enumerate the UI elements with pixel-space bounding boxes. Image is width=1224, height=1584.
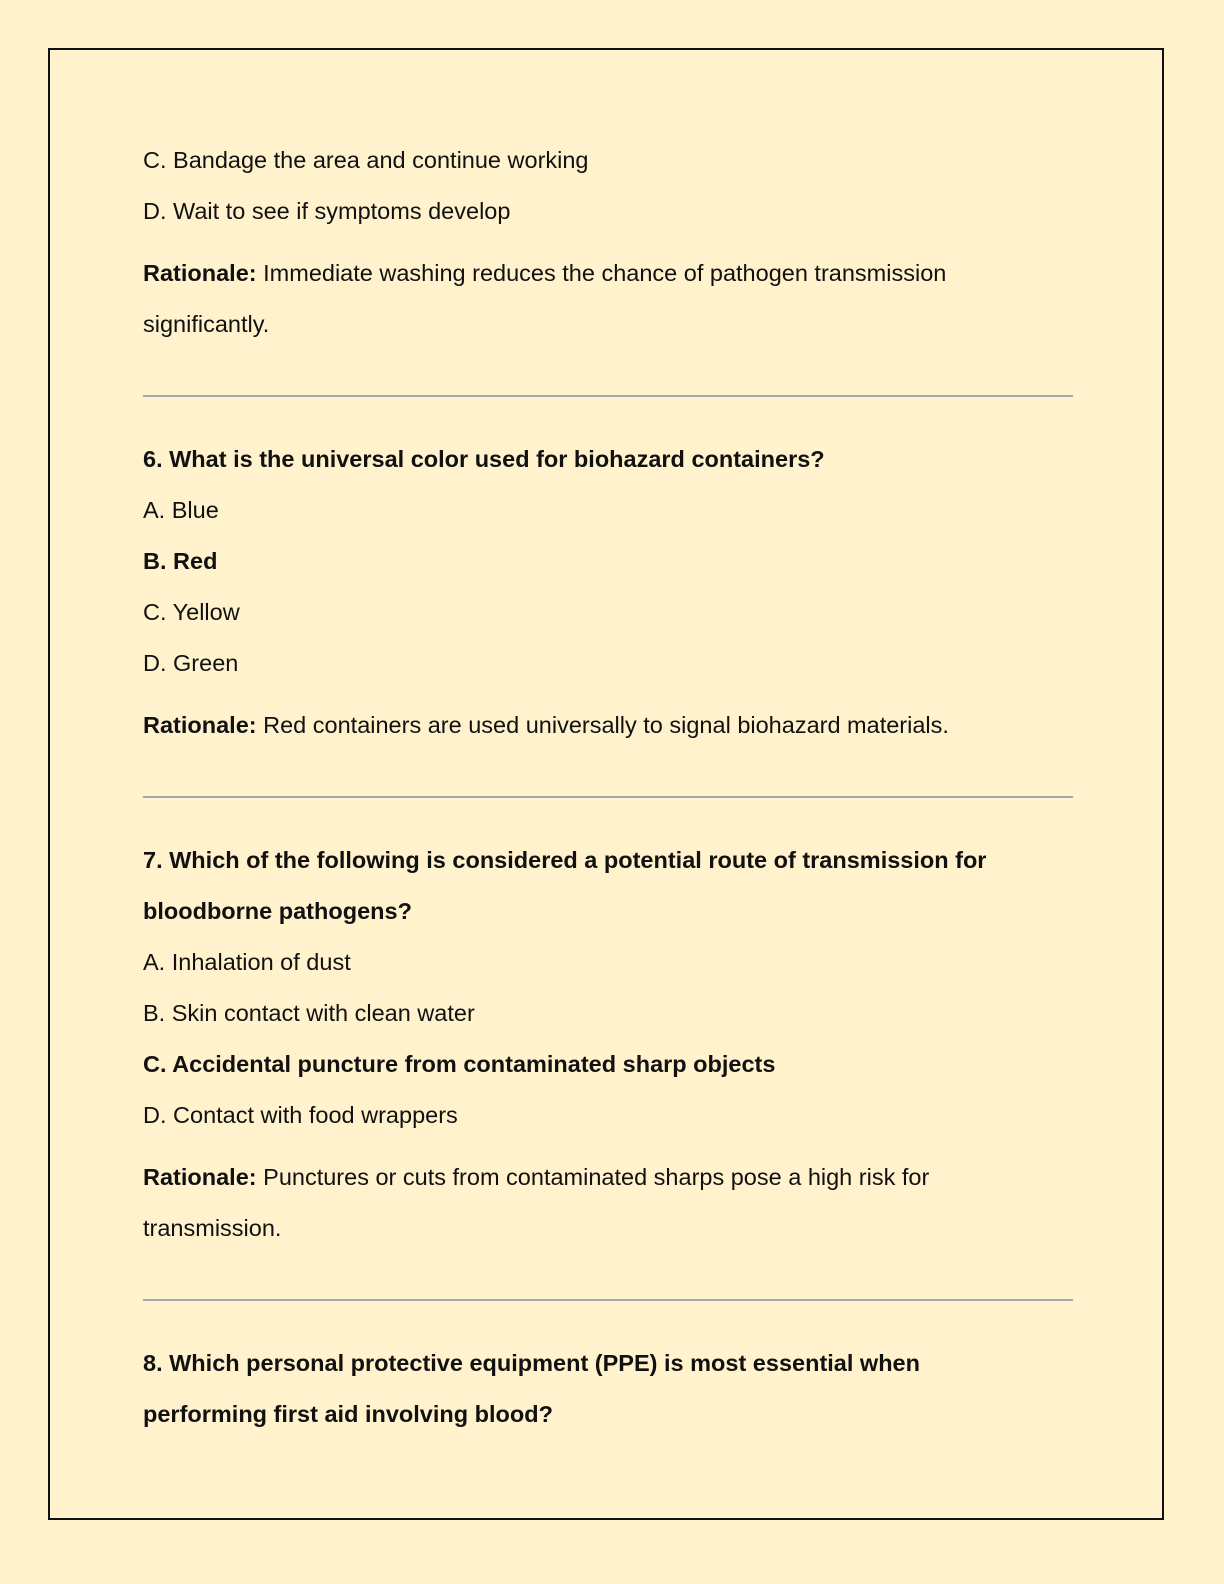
rationale-label: Rationale:: [143, 1164, 257, 1190]
question-7-text: 7. Which of the following is considered a potential route of transmission for: [143, 847, 987, 873]
rationale-text: Immediate washing reduces the chance of pathogen transmission: [256, 260, 947, 286]
question-7-text-cont: bloodborne pathogens?: [143, 898, 412, 924]
question-8: [143, 1341, 1073, 1443]
rationale-text: Punctures or cuts from contaminated sharps pose a high risk for: [256, 1164, 930, 1190]
question-8-text-cont: performing first aid involving blood?: [143, 1401, 553, 1427]
rationale-label: Rationale:: [143, 712, 257, 738]
divider: [143, 796, 1073, 798]
option-7b: B. Skin contact with clean water: [143, 1000, 475, 1026]
option-7d: D. Contact with food wrappers: [143, 1102, 458, 1128]
question-7: [143, 838, 1073, 1257]
option-6a: A. Blue: [143, 497, 219, 523]
divider: [143, 1299, 1073, 1301]
question-6-text: 6. What is the universal color used for biohazard containers?: [143, 446, 825, 472]
question-8-text: 8. Which personal protective equipment (PPE) is most essential when: [143, 1350, 920, 1376]
option-5c: C. Bandage the area and continue working: [143, 147, 589, 173]
option-6c: C. Yellow: [143, 599, 240, 625]
rationale-7-cont: transmission.: [143, 1215, 282, 1241]
rationale-5: [143, 251, 1073, 302]
question-5: [143, 138, 1073, 353]
question-6: [143, 437, 1073, 754]
rationale-5-cont: significantly.: [143, 311, 270, 337]
rationale-text: Red containers are used universally to signal biohazard materials.: [256, 712, 949, 738]
option-6d: D. Green: [143, 650, 239, 676]
option-7a: A. Inhalation of dust: [143, 949, 351, 975]
rationale-label: Rationale:: [143, 260, 257, 286]
divider: [143, 395, 1073, 397]
option-7c-correct: C. Accidental puncture from contaminated sharp objects: [143, 1051, 776, 1077]
quiz-content: [143, 138, 1073, 1443]
option-6b-correct: B. Red: [143, 548, 218, 574]
rationale-7: [143, 1155, 1073, 1206]
rationale-6: [143, 703, 1073, 754]
option-5d: D. Wait to see if symptoms develop: [143, 198, 511, 224]
